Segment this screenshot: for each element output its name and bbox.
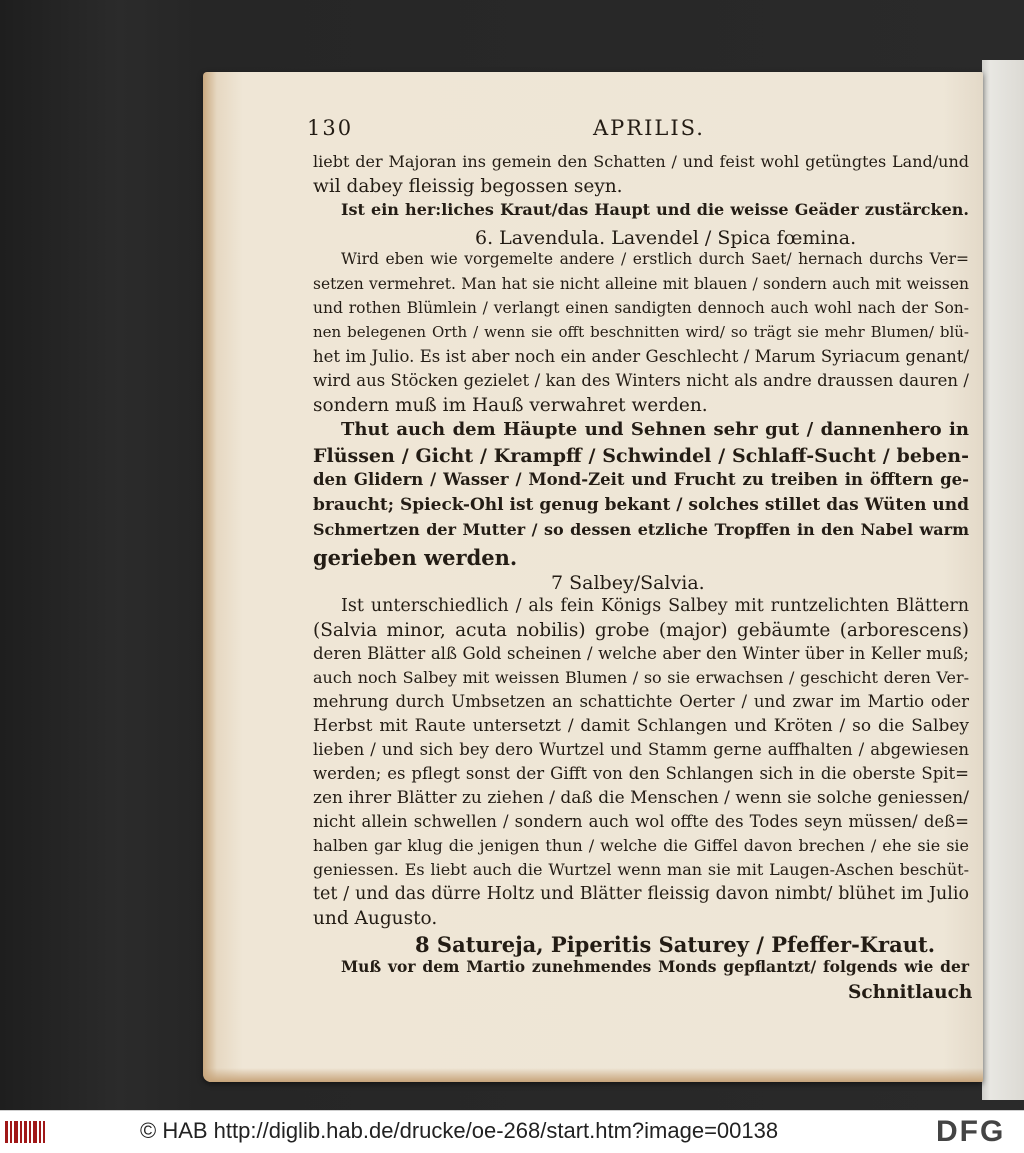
text-line: sondern muß im Hauß verwahret werden. [313, 395, 708, 416]
text-line: het im Julio. Es ist aber noch ein ander Geschlecht / Marum Syriacum genant/ [313, 347, 969, 366]
text-line: Herbst mit Raute untersetzt / damit Schlangen und Kröten / so die Salbey [313, 716, 969, 736]
text-line: Schmertzen der Mutter / so dessen etzliche Tropffen in den Nabel warm [313, 520, 969, 539]
text-line: Schnitlauch [848, 982, 973, 1003]
viewer-footer [0, 1110, 1024, 1153]
text-line: wil dabey fleissig begossen seyn. [313, 176, 623, 197]
text-line: setzen vermehret. Man hat sie nicht alleine mit blauen / sondern auch mit weissen [313, 275, 969, 293]
copyright-url[interactable]: © HAB http://diglib.hab.de/drucke/oe-268/start.htm?image=00138 [140, 1118, 779, 1143]
text-line: zen ihrer Blätter zu ziehen / daß die Menschen / wenn sie solche geniessen/ [313, 788, 969, 808]
page-number: 130 [307, 116, 354, 140]
running-head: APRILIS. [593, 116, 705, 140]
text-line: mehrung durch Umbsetzen an schattichte Oerter / und zwar im Martio oder [313, 692, 969, 711]
text-line: lieben / und sich bey dero Wurtzel und Stamm gerne auffhalten / abgewiesen [313, 740, 969, 759]
book-page [203, 72, 983, 1082]
text-line: braucht; Spieck-Ohl ist genug bekant / solches stillet das Wüten und [313, 495, 969, 515]
text-line: auch noch Salbey mit weissen Blumen / so sie erwachsen / geschicht deren Ver- [313, 668, 969, 687]
text-line: deren Blätter alß Gold scheinen / welche aber den Winter über in Keller muß; [313, 644, 969, 663]
text-line: 6. Lavendula. Lavendel / Spica fœmina. [475, 227, 857, 249]
text-line: gerieben werden. [313, 545, 518, 570]
text-line: nen belegenen Orth / wenn sie offt beschnitten wird/ so trägt sie mehr Blumen/ blü- [313, 323, 969, 341]
text-line: 8 Satureja, Piperitis Saturey / Pfeffer-Kraut. [415, 932, 936, 957]
text-line: werden; es pflegt sonst der Gifft von den Schlangen sich in die oberste Spit= [313, 764, 969, 783]
text-line: nicht allein schwellen / sondern auch wol offte des Todes seyn müssen/ deß= [313, 812, 969, 831]
adjacent-page-edge [982, 60, 1024, 1100]
text-line: Ist unterschiedlich / als fein Königs Salbey mit runtzelichten Blättern [341, 596, 969, 616]
text-line: Wird eben wie vorgemelte andere / erstlich durch Saet/ hernach durchs Ver= [341, 250, 969, 268]
text-line: geniessen. Es liebt auch die Wurtzel wenn man sie mit Laugen-Aschen beschüt- [313, 860, 969, 879]
text-line: (Salvia minor, acuta nobilis) grobe (major) gebäumte (arborescens) [313, 620, 969, 641]
text-line: Thut auch dem Häupte und Sehnen sehr gut / dannenhero in [341, 419, 969, 440]
text-line: und Augusto. [313, 908, 438, 929]
dfg-logo: DFG [936, 1115, 1006, 1148]
text-line: wird aus Stöcken gezielet / kan des Winters nicht als andre draussen dauren / [313, 371, 969, 390]
text-line: Muß vor dem Martio zunehmendes Monds gepflantzt/ folgends wie der [341, 957, 969, 976]
text-line: den Glidern / Wasser / Mond-Zeit und Frucht zu treiben in öfftern ge- [313, 470, 969, 489]
text-line: tet / und das dürre Holtz und Blätter fleissig davon nimbt/ blühet im Julio [313, 884, 969, 904]
text-line: und rothen Blümlein / verlangt einen sandigten dennoch auch wohl nach der Son- [313, 299, 969, 317]
text-line: liebt der Majoran ins gemein den Schatten / und feist wohl getüngtes Land/und [313, 152, 969, 171]
text-line: Ist ein her:liches Kraut/das Haupt und die weisse Geäder zustärcken. [341, 200, 969, 219]
text-line: halben gar klug die jenigen thun / welche die Giffel davon brechen / ehe sie sie [313, 836, 969, 855]
text-line: 7 Salbey/Salvia. [551, 572, 705, 594]
barcode-icon [4, 1119, 46, 1145]
text-line: Flüssen / Gicht / Krampff / Schwindel / Schlaff-Sucht / beben- [313, 445, 969, 467]
